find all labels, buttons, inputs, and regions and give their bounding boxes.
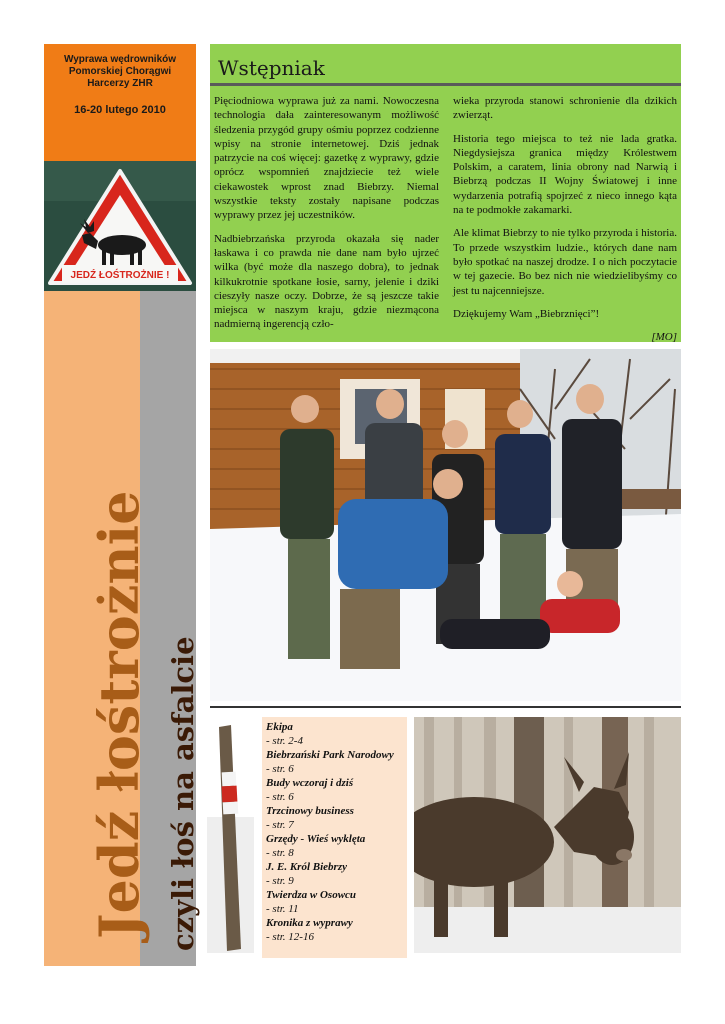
editorial-paragraph: Nadbiebrzańska przyroda okazała się nader łaskawa i co prawda nie dane nam było ujrzeć wilka (być może dla naszego dobra), to jednak kilkukrotnie spotkane łosie, sarny, jelenie i dziki cieszyły nasze oczy. Dobrze, że są jeszcze takie miejsca w naszym kraju, gdzie niezmącona nadmierną ingerencją czło- — [214, 232, 439, 331]
editorial-column-1 — [214, 94, 439, 341]
toc-item-title[interactable]: Biebrzański Park Narodowy — [266, 749, 394, 761]
moose-photo — [414, 717, 681, 953]
toc-item-title[interactable]: Twierdza w Osowcu — [266, 889, 357, 901]
editorial-signature: [MO] — [651, 331, 677, 344]
toc-item-title[interactable]: Grzędy - Wieś wyklęta — [266, 833, 366, 845]
photo-divider — [210, 706, 681, 708]
group-photo-image — [210, 349, 681, 701]
editorial-box — [210, 44, 681, 342]
table-of-contents — [262, 717, 407, 958]
toc-item-page: - str. 9 — [266, 875, 294, 887]
masthead-line-2: Pomorskiej Chorągwi — [68, 66, 172, 77]
trail-post-photo — [207, 717, 254, 953]
toc-item-page: - str. 7 — [266, 819, 294, 831]
editorial-divider — [210, 83, 681, 86]
toc-item-page: - str. 6 — [266, 763, 294, 775]
toc-item-page: - str. 2-4 — [266, 735, 303, 747]
toc-item-title[interactable]: Ekipa — [266, 721, 293, 733]
toc-item-title[interactable]: Budy wczoraj i dziś — [266, 777, 354, 789]
main-title: Jedź łośtrożnie — [87, 490, 151, 939]
toc-item-title[interactable]: Kronika z wyprawy — [266, 917, 353, 929]
editorial-paragraph: wieka przyroda stanowi schronienie dla dzikich zwierząt. — [453, 95, 677, 122]
toc-item-title[interactable]: Trzcinowy business — [266, 805, 354, 817]
toc-item-page: - str. 12-16 — [266, 931, 314, 943]
editorial-paragraph: Dziękujemy Wam „Biebrznięci”! — [453, 307, 600, 320]
masthead-line-3: Harcerzy ZHR — [87, 78, 153, 89]
toc-item-title[interactable]: J. E. Król Biebrzy — [266, 861, 347, 873]
editorial-column-2 — [453, 94, 677, 344]
moose-image — [414, 717, 681, 953]
masthead-box — [44, 44, 196, 161]
toc-item-page: - str. 6 — [266, 791, 294, 803]
group-photo — [210, 349, 681, 701]
moose-warning-sign — [44, 161, 196, 291]
editorial-paragraph: Pięciodniowa wyprawa już za nami. Nowoczesna technologia dała zainteresowanym możliwość śledzenia przygód grupy ośmiu poprzez codzienne wpisy na stronie internetowej. Dziś jednak patrzycie na coś więcej: gazetkę z wyprawy, gdzie oprócz wspomnień znajdziecie też wiele ciekawostek wprost znad Biebrzy. Niemal wszystkie teksty zostały napisane podczas wyprawy przez jej uczestników. — [214, 95, 439, 222]
warning-sign-icon — [44, 161, 196, 291]
editorial-paragraph: Ale klimat Biebrzy to nie tylko przyroda i historia. To przede wszystkim ludzie., których dane nam było spotkać na naszej drodze. I o nich poczytacie w tej gazecie. Bo bez nich nie wiedzielibyśmy co jest tu najcenniejsze. — [453, 227, 677, 297]
toc-item-page: - str. 8 — [266, 847, 294, 859]
masthead-date: 16-20 lutego 2010 — [74, 104, 166, 116]
editorial-heading: Wstępniak — [218, 56, 325, 80]
editorial-paragraph: Historia tego miejsca to też nie lada gratka. Niegdysiejsza granica między Królestwem Polskim, a caratem, linia obrony nad Narwią i Biebrzą podczas II Wojny Światowej i inne wydarzenia potrafią spojrzeć z nieco innego kąta na te podmokłe zakamarki. — [453, 132, 677, 217]
sign-text: JEDŹ ŁOŚTROŻNIE ! — [70, 270, 170, 281]
trail-post-image — [207, 717, 254, 953]
masthead-line-1: Wyprawa wędrowników — [63, 54, 177, 65]
toc-item-page: - str. 11 — [266, 903, 299, 915]
subtitle: czyli łoś na asfalcie — [166, 636, 200, 951]
